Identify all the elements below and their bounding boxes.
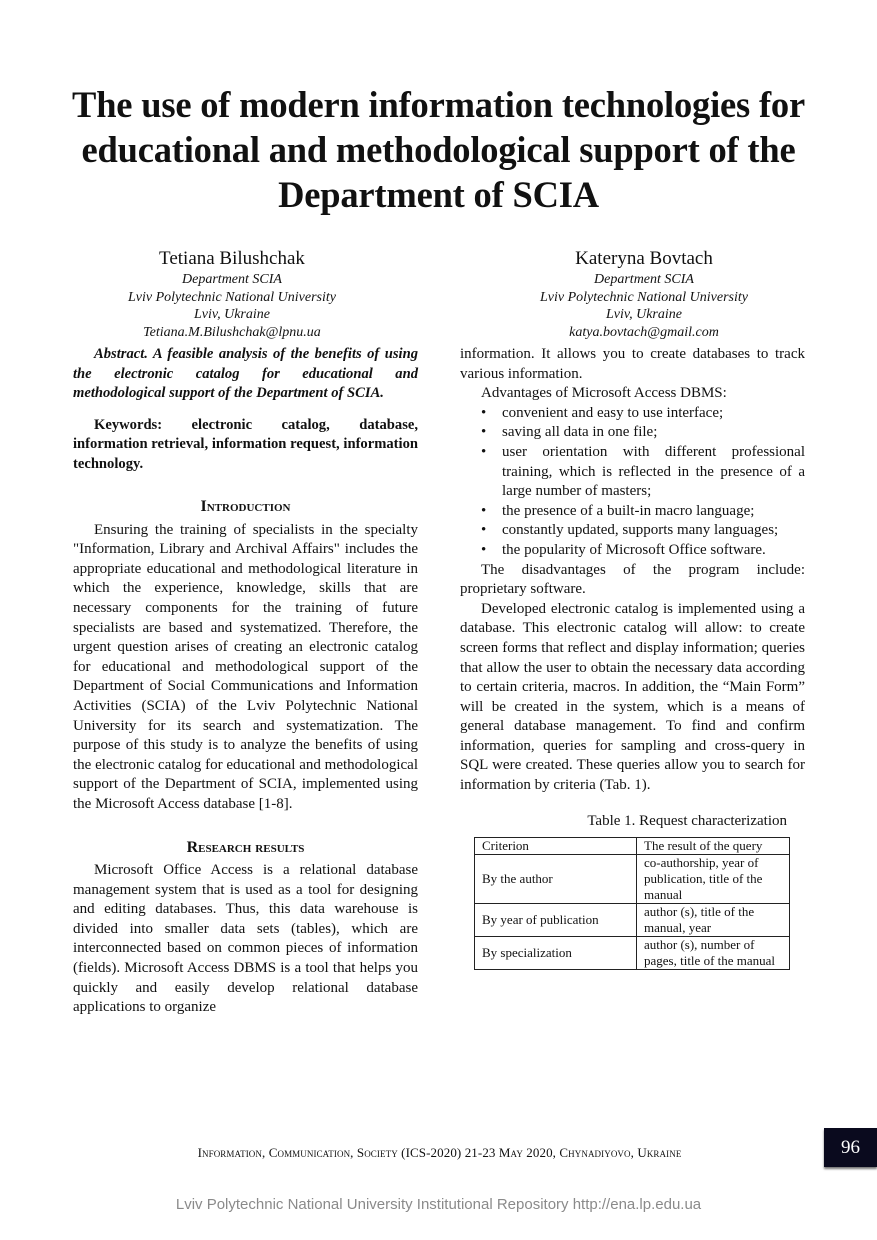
table-cell: By year of publication [475, 904, 637, 937]
section-heading-introduction: Introduction [200, 498, 291, 515]
table-header-cell: The result of the query [637, 838, 790, 855]
bullet-icon: • [481, 522, 487, 539]
results-paragraph-continued: information. It allows you to create databases to track various information. [460, 346, 805, 382]
results-paragraph: Microsoft Office Access is a relational database management system that is used as a tool for designing and editing databases. Thus, this data warehouse is divided into smaller data sets (tables), which are interconnected based on common pieces of information (fields). Microsoft Access DBMS is a tool that helps you quickly and easily develop relational database applications to organize [73, 862, 418, 1016]
introduction-paragraph: Ensuring the training of specialists in the specialty "Information, Library and Archival Affairs" includes the appropriate educational and methodological literature in which the experience, knowledge, skills that are necessary components for the training of future specialists are based and systematized. Therefore, the urgent question arises of creating an electronic catalog for educational and methodological support of the Department of Social Communications and Information Activities (SCIA) of the Lviv Polytechnic National University for its search and systematization. The purpose of this study is to analyze the benefits of using the electronic catalog for educational and methodological support of the Department of SCIA, implemented using the Microsoft Access database [1-8]. [73, 521, 418, 812]
page-number: 96 [824, 1128, 877, 1167]
section-heading-results: Research results [186, 838, 305, 856]
author-email[interactable]: Tetiana.M.Bilushchak@lpnu.ua [143, 324, 321, 340]
author-name: Kateryna Bovtach [575, 248, 713, 269]
disadvantages-paragraph: The disadvantages of the program include: proprietary software. [460, 561, 805, 598]
author-block [52, 247, 412, 341]
author-email[interactable]: katya.bovtach@gmail.com [569, 324, 719, 340]
author-name: Tetiana Bilushchak [159, 248, 305, 269]
table-cell: By specialization [475, 937, 637, 970]
list-item: • saving all data in one file; [460, 423, 805, 443]
advantages-list [460, 404, 805, 561]
table-row [475, 855, 790, 904]
keywords: Keywords: electronic catalog, database, information retrieval, information request, information technology. [73, 416, 418, 472]
developed-paragraph: Developed electronic catalog is implemented using a database. This electronic catalog will allow: to create screen forms that reflect and display information; queries that allow the user to obtain the necessary data according to certain criteria, macros. In addition, the “Main Form” will be created in the system, which is a means of general database management. To find and confirm information, queries for sampling and cross-query in SQL were created. These queries allow you to search for information by criteria (Tab. 1). [460, 600, 805, 794]
author-university: Lviv Polytechnic National University [127, 289, 336, 305]
list-item: • the presence of a built-in macro language; [460, 502, 805, 522]
author-department: Department SCIA [182, 272, 282, 287]
bullet-icon: • [481, 502, 487, 519]
advantages-intro: Advantages of Microsoft Access DBMS: [481, 385, 727, 402]
conference-footer: Information, Communication, Society (ICS-2020) 21-23 May 2020, Chynadiyovo, Ukraine [197, 1145, 682, 1160]
bullet-icon: • [481, 404, 487, 421]
table-cell: co-authorship, year of publication, title of the manual [637, 855, 790, 904]
right-column [460, 345, 805, 970]
left-column [73, 345, 418, 1018]
author-department: Department SCIA [594, 272, 694, 287]
repository-link[interactable]: Lviv Polytechnic National University Institutional Repository http://ena.lp.edu.ua [175, 1196, 702, 1213]
bullet-icon: • [481, 541, 487, 558]
author-university: Lviv Polytechnic National University [539, 289, 748, 305]
author-block [464, 247, 824, 341]
author-location: Lviv, Ukraine [606, 307, 682, 322]
table-caption: Table 1. Request characterization [587, 812, 787, 829]
table-header-row [475, 838, 790, 855]
request-table [474, 837, 790, 970]
paper-title: The use of modern information technologies for educational and methodological support of the Department of SCIA [72, 84, 805, 215]
table-cell: By the author [475, 855, 637, 904]
table-header-cell: Criterion [475, 838, 637, 855]
abstract: Abstract. A feasible analysis of the benefits of using the electronic catalog for educational and methodological support of the Department of SCIA. [73, 346, 418, 401]
list-item: • the popularity of Microsoft Office software. [460, 541, 805, 561]
bullet-icon: • [481, 443, 487, 460]
bullet-icon: • [481, 424, 487, 441]
table-cell: author (s), number of pages, title of the manual [637, 937, 790, 970]
list-item: • constantly updated, supports many languages; [460, 521, 805, 541]
list-item: • convenient and easy to use interface; [460, 404, 805, 424]
table-row [475, 937, 790, 970]
author-location: Lviv, Ukraine [194, 307, 270, 322]
table-row [475, 904, 790, 937]
list-item: • user orientation with different professional training, which is reflected in the presence of a large number of masters; [481, 443, 805, 500]
table-cell: author (s), title of the manual, year [637, 904, 790, 937]
